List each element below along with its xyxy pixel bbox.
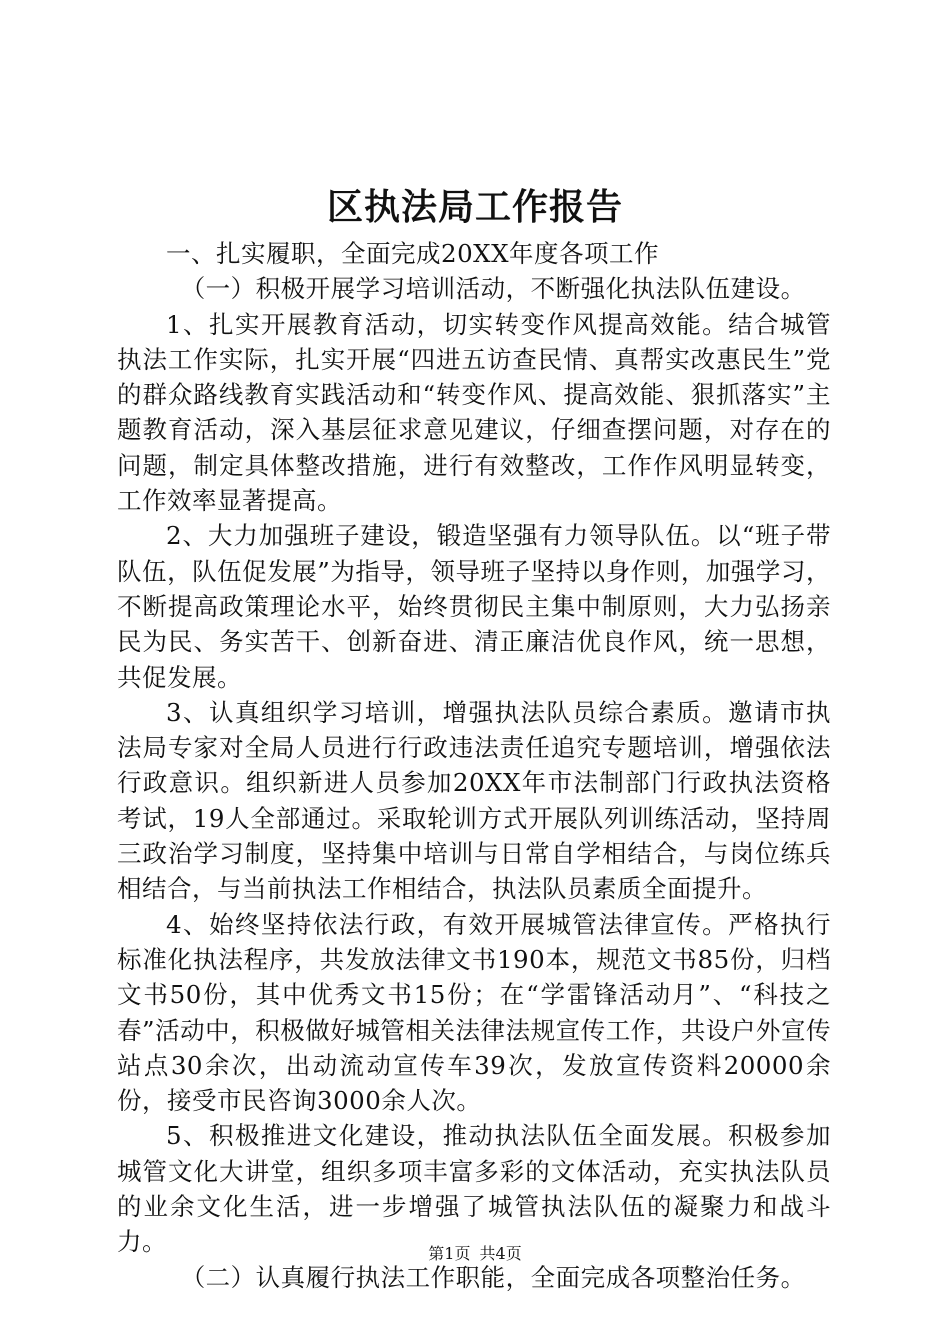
section-heading-1: 一、扎实履职，全面完成20XX年度各项工作: [166, 239, 660, 268]
subsection-heading-1: （一）积极开展学习培训活动，不断强化执法队伍建设。: [180, 274, 806, 304]
page-total: 共4页: [479, 1244, 522, 1263]
paragraph-item-1: 1、扎实开展教育活动，切实转变作风提高效能。结合城管执法工作实际，扎实开展“四进五访查民情、真帮实改惠民生”党的群众路线教育实践活动和“转变作风、提高效能、狠抓落实”主题教育活动，深入基层征求意见建议，仔细查摆问题，对存在的问题，制定具体整改措施，进行有效整改，工作作风明显转变，工作效率显著提高。: [117, 309, 831, 516]
page-footer: [0, 1244, 950, 1264]
document-title: 区执法局工作报告: [326, 186, 623, 228]
paragraph-item-2: 2、大力加强班子建设，锻造坚强有力领导队伍。以“班子带队伍，队伍促发展”为指导，领导班子坚持以身作则，加强学习，不断提高政策理论水平，始终贯彻民主集中制原则，大力弘扬亲民为民、务实苦干、创新奋进、清正廉洁优良作风，统一思想，共促发展。: [117, 521, 831, 692]
document-body: [117, 236, 831, 1295]
paragraph-item-5: 5、积极推进文化建设，推动执法队伍全面发展。积极参加城管文化大讲堂，组织多项丰富多彩的文体活动，充实执法队员的业余文化生活，进一步增强了城管执法队伍的凝聚力和战斗力。: [117, 1121, 831, 1257]
paragraph-item-3: 3、认真组织学习培训，增强执法队员综合素质。邀请市执法局专家对全局人员进行行政违法责任追究专题培训，增强依法行政意识。组织新进人员参加20XX年市法制部门行政执法资格考试，19人全部通过。采取轮训方式开展队列训练活动，坚持周三政治学习制度，坚持集中培训与日常自学相结合，与岗位练兵相结合，与当前执法工作相结合，执法队员素质全面提升。: [117, 697, 831, 904]
page-number: 第1页: [428, 1244, 471, 1263]
paragraph-item-4: 4、始终坚持依法行政，有效开展城管法律宣传。严格执行标准化执法程序，共发放法律文书190本，规范文书85份，归档文书50份，其中优秀文书15份；在“学雷锋活动月”、“科技之春”活动中，积极做好城管相关法律法规宣传工作，共设户外宣传站点30余次，出动流动宣传车39次，发放宣传资料20000余份，接受市民咨询3000余人次。: [117, 909, 831, 1116]
subsection-heading-2: （二）认真履行执法工作职能，全面完成各项整治任务。: [180, 1262, 806, 1292]
